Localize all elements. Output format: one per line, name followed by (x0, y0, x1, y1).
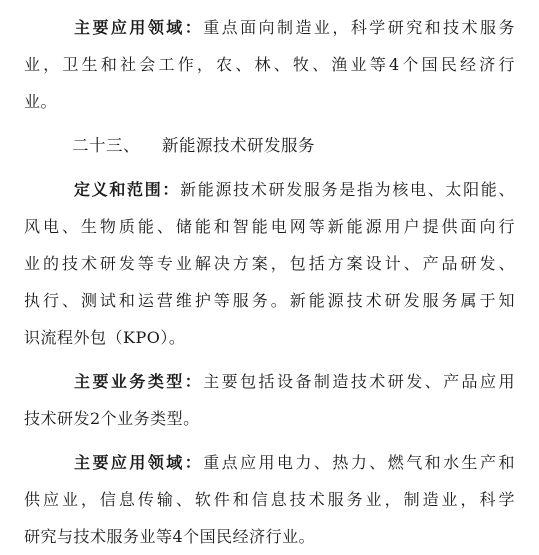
business-types-text-1: 主要包括设备制造技术研发、产品应用 (203, 372, 515, 391)
section-heading-title: 新能源技术研发服务 (162, 136, 315, 155)
section-heading (24, 127, 515, 164)
application-fields-2-text-3: 研究与技术服务业等4个国民经济行业。 (24, 527, 316, 546)
business-types-line-1 (24, 363, 515, 400)
application-fields-text-2: 业，卫生和社会工作，农、林、牧、渔业等4个国民经济行 (24, 55, 515, 74)
application-fields-text-3: 业。 (24, 92, 58, 111)
application-fields-2-line-2 (24, 481, 515, 518)
business-types-line-2 (24, 400, 515, 437)
definition-text-5: 识流程外包（KPO）。 (24, 328, 186, 347)
business-types-text-2: 技术研发2个业务类型。 (24, 409, 200, 428)
application-fields-line-1 (24, 9, 515, 46)
application-fields-line-2 (24, 46, 515, 83)
application-fields-2-text-2: 供应业，信息传输、软件和信息技术服务业，制造业，科学 (24, 490, 515, 509)
definition-line-5 (24, 319, 515, 356)
business-types-label: 主要业务类型： (74, 372, 204, 391)
application-fields-2-line-1 (24, 444, 515, 481)
definition-text-4: 执行、测试和运营维护等服务。新能源技术研发服务属于知 (24, 291, 515, 310)
definition-text-1: 新能源技术研发服务是指为核电、太阳能、 (180, 180, 515, 199)
definition-line-1 (24, 171, 515, 208)
application-fields-2-text-1: 重点应用电力、热力、燃气和水生产和 (203, 453, 515, 472)
definition-text-2: 风电、生物质能、储能和智能电网等新能源用户提供面向行 (24, 217, 515, 236)
application-fields-label: 主要应用领域： (74, 18, 204, 37)
section-heading-number: 二十三、 (72, 136, 140, 155)
definition-line-4 (24, 282, 515, 319)
definition-text-3: 业的技术研发等专业解决方案，包括方案设计、产品研发、 (24, 254, 515, 273)
application-fields-2-label: 主要应用领域： (74, 453, 204, 472)
definition-line-3 (24, 245, 515, 282)
definition-line-2 (24, 208, 515, 245)
application-fields-line-3 (24, 83, 515, 120)
application-fields-text-1: 重点面向制造业，科学研究和技术服务 (203, 18, 515, 37)
application-fields-2-line-3 (24, 518, 515, 555)
definition-label: 定义和范围： (74, 180, 181, 199)
